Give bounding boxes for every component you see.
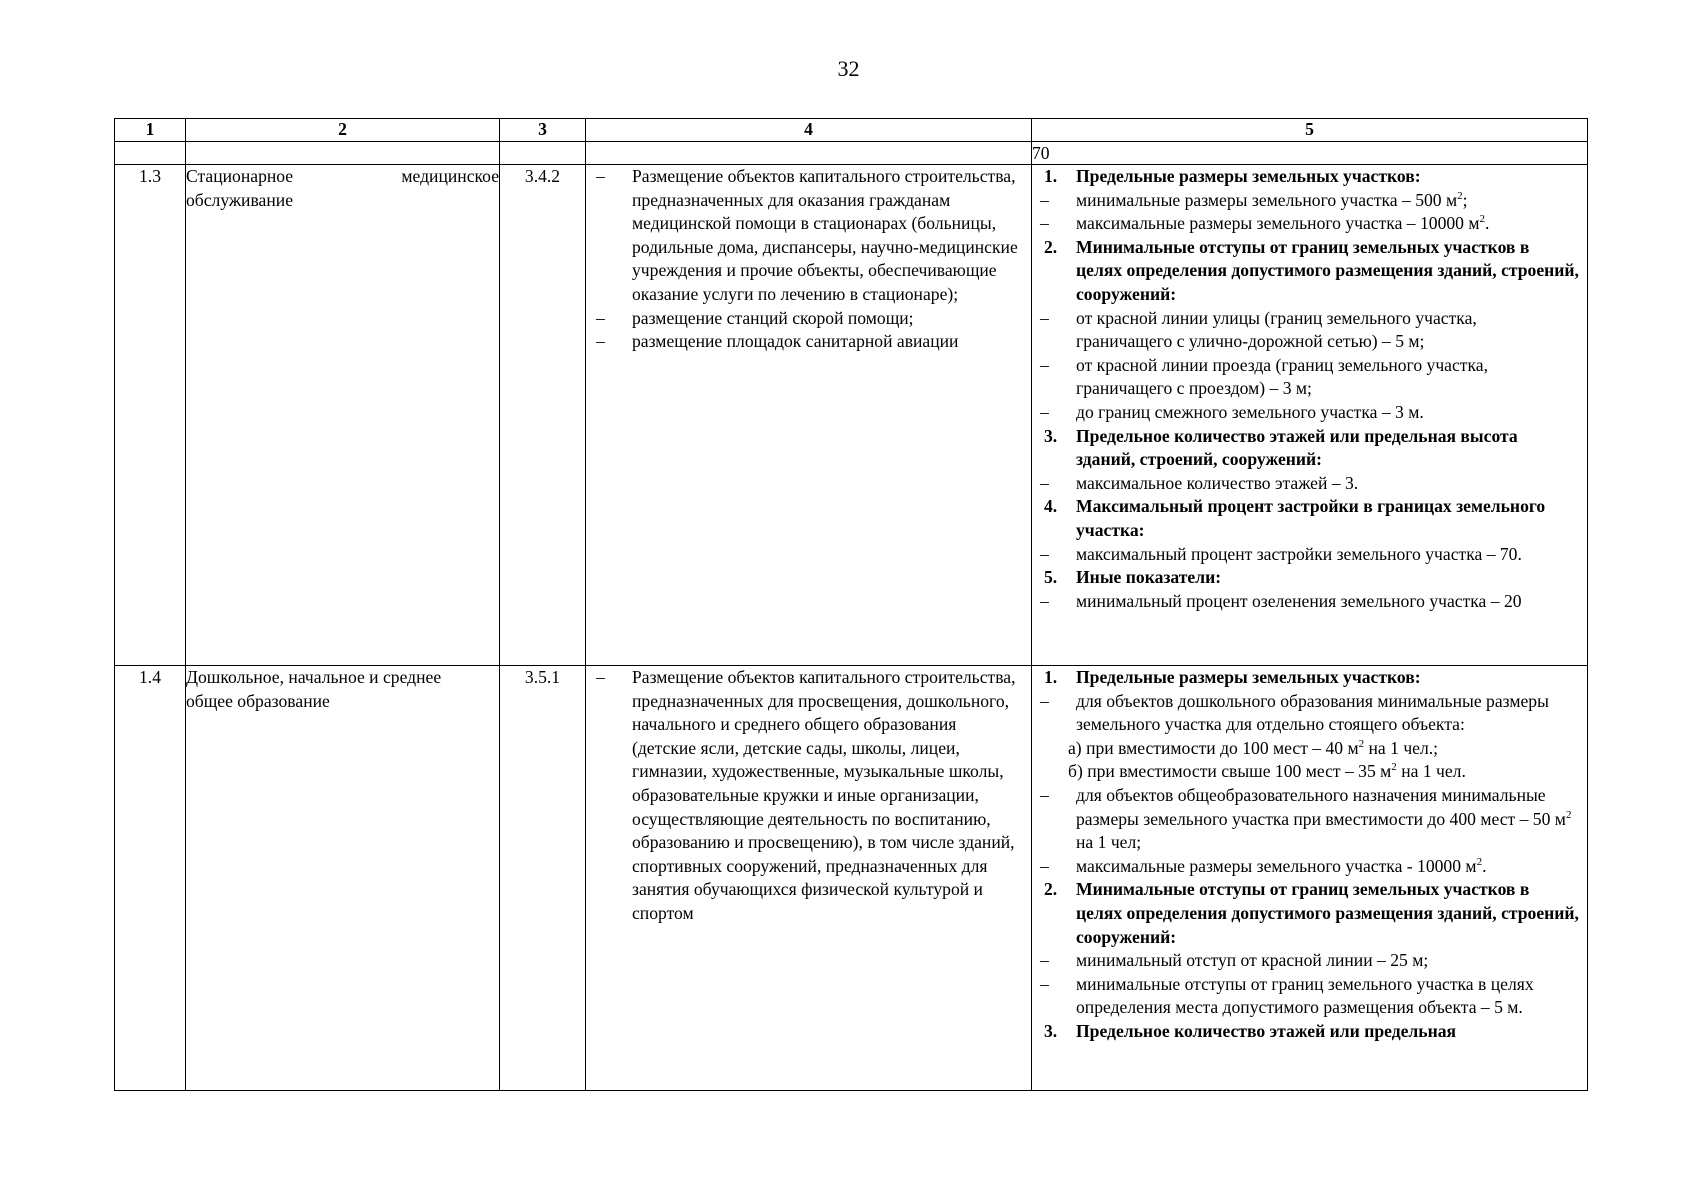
land-use-type-name — [186, 666, 500, 1091]
column-header: 4 — [586, 119, 1032, 142]
column-header: 5 — [1032, 119, 1588, 142]
table-row — [115, 666, 1588, 1091]
use-description — [586, 165, 1032, 666]
parameter-heading: 1. Предельные размеры земельных участков: — [1044, 166, 1421, 186]
list-subitem: б) при вместимости свыше 100 мест – 35 $м^2$ на 1 чел. — [1068, 761, 1466, 782]
row-number: 1.3 — [115, 165, 186, 666]
continued-text: 70 — [1032, 142, 1588, 165]
column-header: 2 — [186, 119, 500, 142]
list-subitem: а) при вместимости до 100 мест – 40 $м^2$ на 1 чел.; — [1068, 737, 1439, 758]
list-item: – Размещение объектов капитального строительства, предназначенных для оказания гражданам медицинской помощи в стационарах (больницы, родильные дома, диспансеры, научно-медицинские учреждения и прочие объекты, обеспечивающие оказание услуги по лечению в стационаре); — [586, 165, 1031, 307]
classifier-code: 3.5.1 — [500, 666, 586, 1091]
use-description — [586, 666, 1032, 1091]
page-number: 32 — [837, 56, 860, 81]
list-item: – размещение площадок санитарной авиации — [586, 330, 1031, 354]
name-line: обслуживание — [186, 189, 293, 210]
list-item: – минимальный процент озеленения земельного участка – 20 — [1032, 590, 1587, 614]
list-item: – для объектов общеобразовательного назначения минимальные размеры земельного участка при вместимости до 400 мест – 50 $м^2$ на 1 чел; — [1032, 784, 1587, 855]
list-item: – максимальный процент застройки земельного участка – 70. — [1032, 543, 1587, 567]
table-header-row — [115, 119, 1588, 142]
name-line: общее образование — [186, 690, 330, 711]
table-row — [115, 165, 1588, 666]
classifier-code: 3.4.2 — [500, 165, 586, 666]
list-item: – до границ смежного земельного участка – 3 м. — [1032, 401, 1587, 425]
parameter-heading: 3. Предельное количество этажей или предельная высота зданий, строений, сооружений: — [1044, 425, 1518, 470]
parameters-cell — [1032, 165, 1588, 666]
parameter-heading: 2. Минимальные отступы от границ земельных участков в целях определения допустимого размещения зданий, строений, сооружений: — [1044, 236, 1579, 304]
continuation-row — [115, 142, 1588, 165]
parameter-heading: 4. Максимальный процент застройки в границах земельного участка: — [1044, 496, 1546, 540]
list-item: – минимальный отступ от красной линии – 25 м; — [1032, 949, 1587, 973]
land-use-regulations-table — [114, 118, 1588, 1091]
name-line: Дошкольное, начальное и среднее — [186, 667, 442, 687]
list-item: – максимальные размеры земельного участка – 10000 $м^2$. — [1032, 212, 1587, 236]
parameter-heading: 2. Минимальные отступы от границ земельных участков в целях определения допустимого размещения зданий, строений, сооружений: — [1044, 879, 1579, 947]
list-item: – размещение станций скорой помощи; — [586, 307, 1031, 331]
list-item: – максимальные размеры земельного участка - 10000 $м^2$. — [1032, 855, 1587, 879]
list-item: – от красной линии улицы (границ земельного участка, граничащего с улично-дорожной сетью) – 5 м; — [1032, 307, 1587, 354]
name-word: Стационарное медицинское — [186, 166, 499, 186]
row-number: 1.4 — [115, 666, 186, 1091]
list-item: – минимальные отступы от границ земельного участка в целях определения места допустимого размещения объекта – 5 м. — [1032, 973, 1587, 1020]
list-item: – минимальные размеры земельного участка – 500 $м^2$; — [1032, 189, 1587, 213]
column-header: 1 — [115, 119, 186, 142]
parameter-heading: 5. Иные показатели: — [1044, 567, 1222, 588]
land-use-type-name — [186, 165, 500, 666]
parameter-heading: 3. Предельное количество этажей или предельная — [1044, 1020, 1457, 1041]
list-item: – для объектов дошкольного образования минимальные размеры земельного участка для отдельно стоящего объекта: — [1032, 690, 1587, 737]
list-item: – от красной линии проезда (границ земельного участка, граничащего с проездом) – 3 м; — [1032, 354, 1587, 401]
list-item: – максимальное количество этажей – 3. — [1032, 472, 1587, 496]
list-item: – Размещение объектов капитального строительства, предназначенных для просвещения, дошкольного, начального и среднего общего образования (детские ясли, детские сады, школы, лицеи, гимназии, художественные, музыкальные школы, образовательные кружки и иные организации, осуществляющие деятельность по воспитанию, образованию и просвещению), в том числе зданий, спортивных сооружений, предназначенных для занятия обучающихся физической культурой и спортом — [586, 666, 1031, 926]
column-header: 3 — [500, 119, 586, 142]
parameters-cell — [1032, 666, 1588, 1091]
parameter-heading: 1. Предельные размеры земельных участков: — [1044, 667, 1421, 687]
